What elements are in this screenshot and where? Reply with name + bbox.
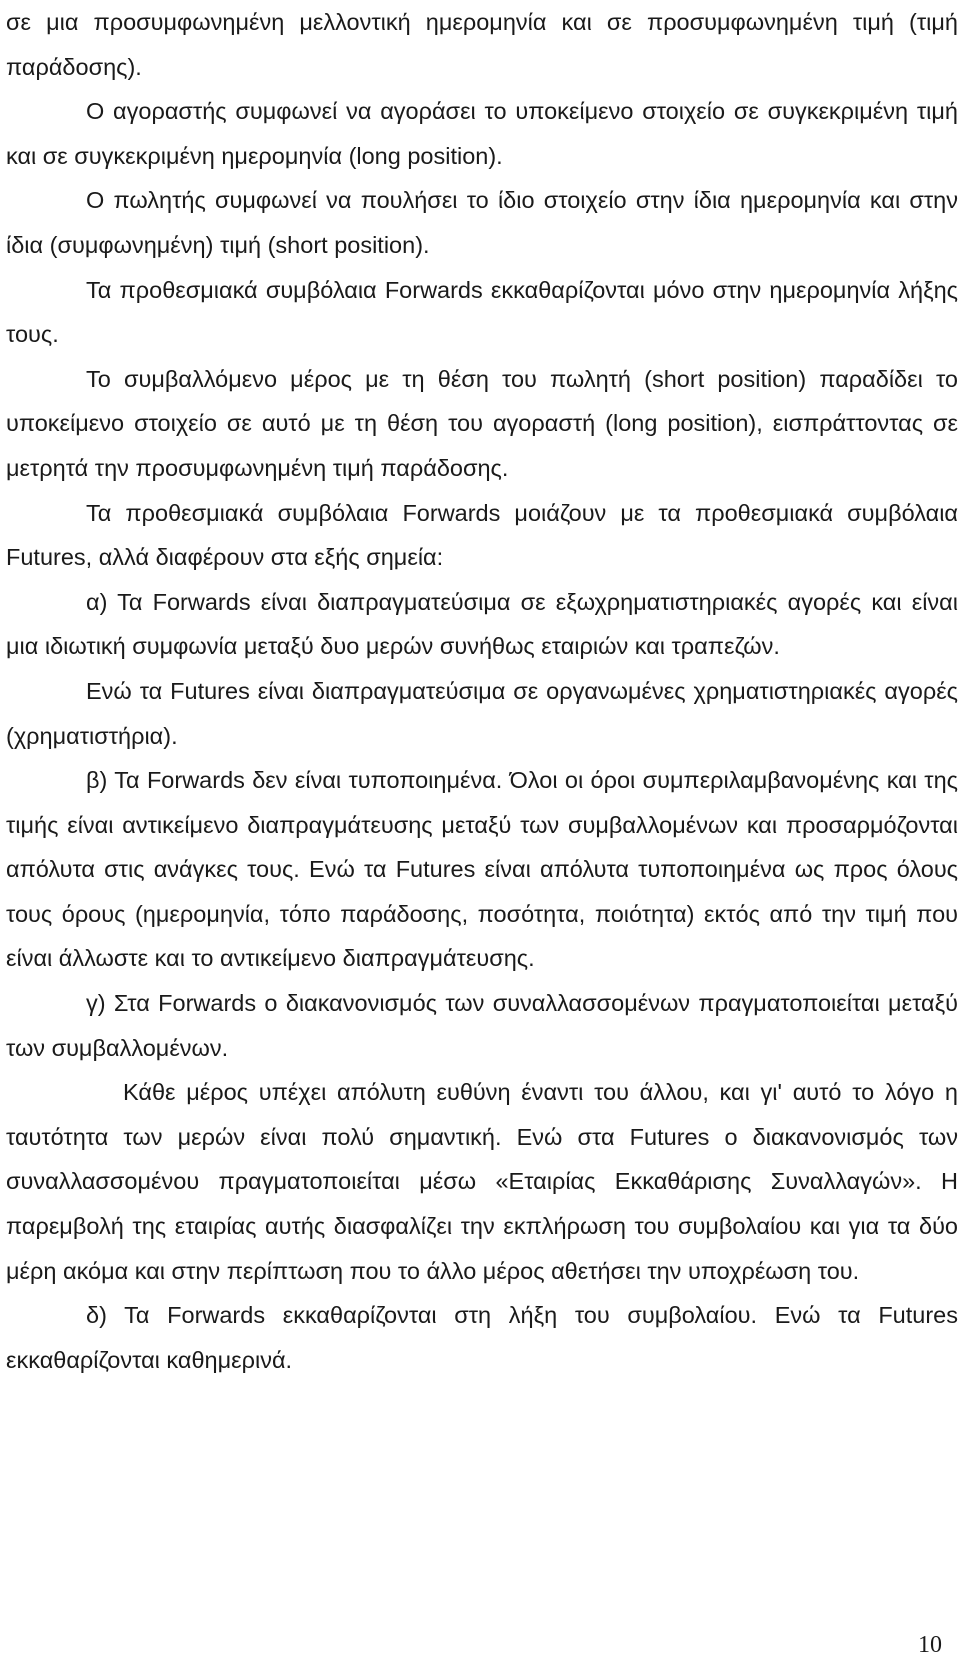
paragraph: Ο πωλητής συμφωνεί να πουλήσει το ίδιο στοιχείο στην ίδια ημερομηνία και στην ίδια (συμφωνημένη) τιμή (short position). <box>6 187 958 258</box>
list-item-c: γ) Στα Forwards ο διακανονισμός των συναλλασσομένων πραγματοποιείται μεταξύ των συμβαλλομένων. <box>6 990 958 1061</box>
paragraph: Τα προθεσμιακά συμβόλαια Forwards εκκαθαρίζονται μόνο στην ημερομηνία λήξης τους. <box>6 276 958 348</box>
list-item-b: β) Τα Forwards δεν είναι τυποποιημένα. Όλοι οι όροι συμπεριλαμβανομένης και της τιμής είναι αντικείμενο διαπραγμάτευσης μεταξύ των συμβαλλομένων και προσαρμόζονται απόλυτα στις ανάγκες τους. Ενώ τα Futures είναι απόλυτα τυποποιημένα ως προς όλους τους όρους (ημερομηνία, τόπο παράδοσης, ποσότητα, ποιότητα) εκτός από την τιμή που είναι άλλωστε και το αντικείμενο διαπραγμάτευσης. <box>6 767 958 972</box>
list-item-d: δ) Τα Forwards εκκαθαρίζονται στη λήξη του συμβολαίου. Ενώ τα Futures εκκαθαρίζονται καθημερινά. <box>6 1302 958 1373</box>
paragraph: Κάθε μέρος υπέχει απόλυτη ευθύνη έναντι του άλλου, και γι' αυτό το λόγο η ταυτότητα των μερών είναι πολύ σημαντική. Ενώ στα Futures ο διακανονισμός των συναλλασσομένου πραγματοποιείται μέσω «Εταιρίας Εκκαθάρισης Συναλλαγών». Η παρεμβολή της εταιρίας αυτής διασφαλίζει την εκπλήρωση του συμβολαίου και για τα δύο μέρη ακόμα και στην περίπτωση που το άλλο μέρος αθετήσει την υποχρέωση του. <box>6 1079 958 1284</box>
page-number: 10 <box>918 1632 942 1658</box>
list-item-a: α) Τα Forwards είναι διαπραγματεύσιμα σε εξωχρηματιστηριακές αγορές και είναι μια ιδιωτική συμφωνία μεταξύ δυο μερών συνήθως εταιριών και τραπεζών. <box>6 588 958 660</box>
paragraph: Ενώ τα Futures είναι διαπραγματεύσιμα σε οργανωμένες χρηματιστηριακές αγορές (χρηματιστήρια). <box>6 677 958 749</box>
paragraph: σε μια προσυμφωνημένη μελλοντική ημερομηνία και σε προσυμφωνημένη τιμή (τιμή παράδοσης). <box>6 9 958 80</box>
paragraph: Το συμβαλλόμενο μέρος με τη θέση του πωλητή (short position) παραδίδει το υποκείμενο στοιχείο σε αυτό με τη θέση του αγοραστή (long position), εισπράττοντας σε μετρητά την προσυμφωνημένη τιμή παράδοσης. <box>6 365 958 481</box>
paragraph: Ο αγοραστής συμφωνεί να αγοράσει το υποκείμενο στοιχείο σε συγκεκριμένη τιμή και σε συγκεκριμένη ημερομηνία (long position). <box>6 98 958 169</box>
paragraph: Τα προθεσμιακά συμβόλαια Forwards μοιάζουν με τα προθεσμιακά συμβόλαια Futures, αλλά διαφέρουν στα εξής σημεία: <box>6 499 958 571</box>
document-body <box>6 0 958 1382</box>
